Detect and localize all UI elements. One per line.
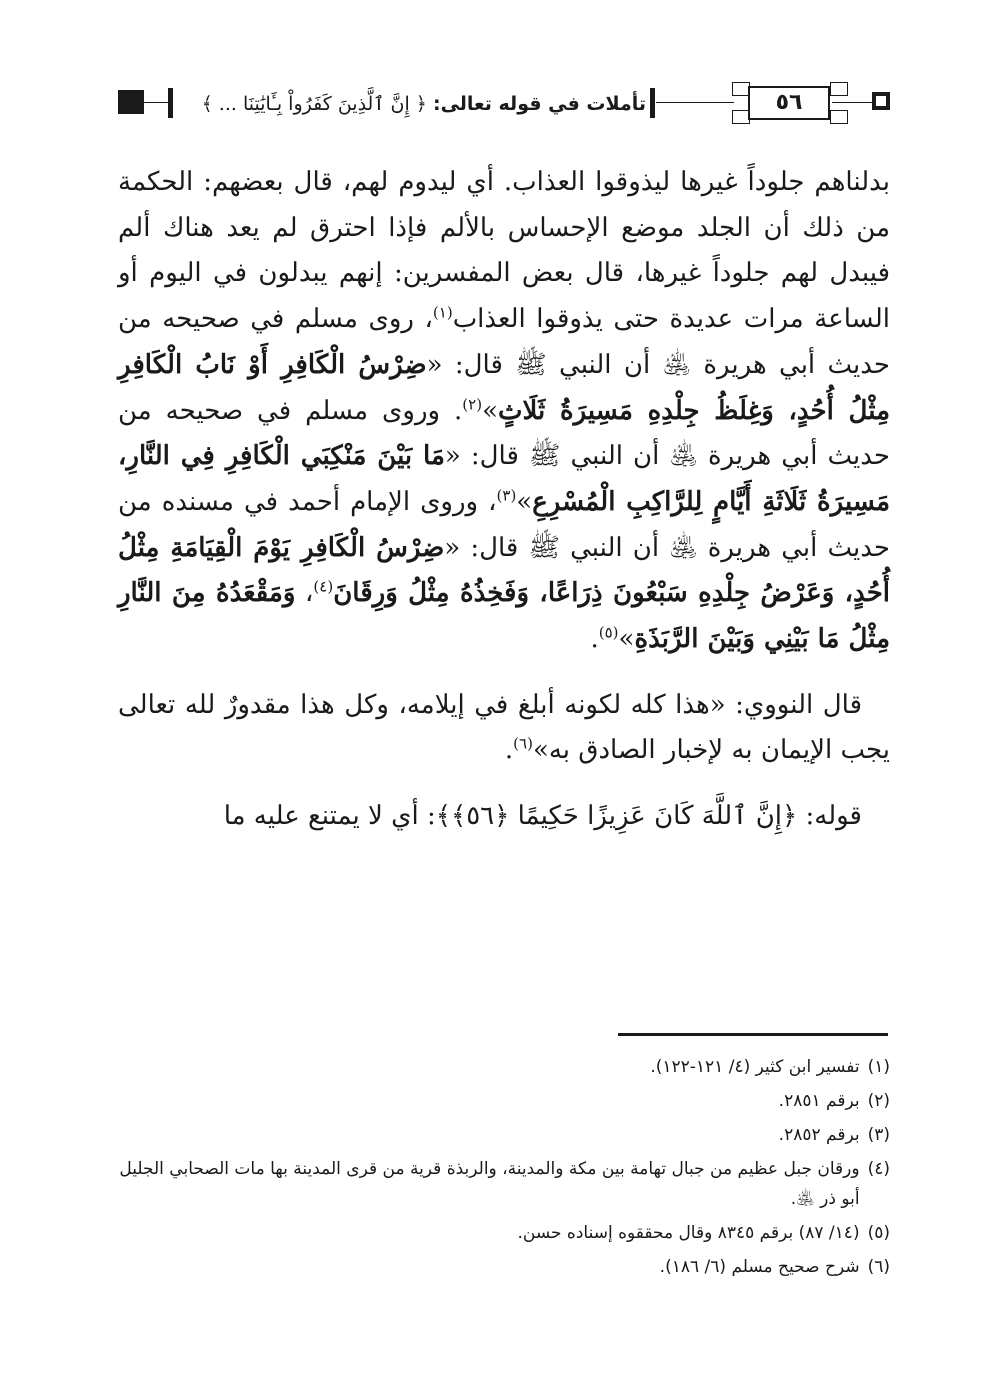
header-rule-middle <box>656 102 734 103</box>
footnote-number: (٣) <box>867 1125 890 1145</box>
footnote <box>118 1052 890 1082</box>
footnote <box>118 1120 890 1150</box>
ornament-square-left <box>118 90 144 114</box>
text-run: » <box>482 395 498 426</box>
main-text <box>118 160 890 840</box>
footnote <box>118 1252 890 1282</box>
footnote-ref: (٥) <box>598 623 619 642</box>
footnote-text: ورقان جبل عظيم من جبال تهامة بين مكة والمدينة، والربذة قرية من قرى المدينة بها مات الصحابي الجليل أبو ذر ﵁. <box>119 1159 860 1209</box>
text-run: قوله: ﴿إِنَّ ٱللَّهَ كَانَ عَزِيزًا حَكِيمًا ﴿٥٦﴾﴾: أي لا يمتنع عليه ما <box>223 801 862 832</box>
text-run: ، روى مسلم في صحيحه من حديث أبي هريرة ﵁ أن النبي ﷺ قال: « <box>118 304 891 380</box>
paragraph <box>118 683 890 774</box>
text-run: ، <box>295 578 314 609</box>
ornament-square-right <box>872 92 890 110</box>
page-number: ٥٦ <box>775 90 803 115</box>
footnote-separator <box>618 1033 888 1036</box>
footnote-ref: (٣) <box>496 486 517 505</box>
footnote-text: برقم ٢٨٥١. <box>778 1091 860 1111</box>
footnotes <box>118 1052 890 1286</box>
running-title-verse: ﴿ إِنَّ ٱلَّذِينَ كَفَرُواْ بِـَٔايَٰتِنَا ... ﴾ <box>201 93 427 115</box>
footnote-number: (٥) <box>867 1223 890 1243</box>
running-header <box>118 80 890 130</box>
footnote <box>118 1086 890 1116</box>
header-rule-left <box>144 102 168 103</box>
footnote-text: شرح صحيح مسلم (٦/ ١٨٦). <box>659 1257 860 1277</box>
footnote-text: برقم ٢٨٥٢. <box>778 1125 860 1145</box>
footnote-number: (٤) <box>867 1159 890 1179</box>
footnote-number: (١) <box>867 1057 890 1077</box>
footnote <box>118 1154 890 1214</box>
footnote-number: (٦) <box>867 1257 890 1277</box>
footnote <box>118 1218 890 1248</box>
text-run: ، وروى الإمام أحمد في مسنده من حديث أبي هريرة ﵁ أن النبي ﷺ قال: « <box>118 486 890 563</box>
text-run: » <box>516 486 533 517</box>
footnote-number: (٢) <box>867 1091 890 1111</box>
text-run: . وروى مسلم في صحيحه من حديث أبي هريرة ﵁ أن النبي ﷺ قال: « <box>118 395 891 472</box>
paragraph <box>118 160 890 663</box>
page-number-frame <box>730 82 850 124</box>
running-title-label: تأملات في قوله تعالى: <box>432 93 646 115</box>
hadith-text: مَا بَيْنَ مَنْكِبَي الْكَافِرِ فِي النَّارِ، مَسِيرَةُ ثَلَاثَةِ أَيَّامٍ لِلرَّاكِبِ الْمُسْرِعِ <box>118 441 890 517</box>
hadith-text: وَمَقْعَدُهُ مِنَ النَّارِ مِثْلُ مَا بَيْنِي وَبَيْنَ الرَّبَذَةِ <box>118 578 890 655</box>
footnote-ref: (٤) <box>313 577 334 596</box>
text-run: » <box>618 624 635 655</box>
footnote-ref: (١) <box>432 303 453 322</box>
footnote-text: تفسير ابن كثير (٤/ ١٢١-١٢٢). <box>650 1057 860 1077</box>
text-run: قال النووي: «هذا كله لكونه أبلغ في إيلامه، وكل هذا مقدورٌ لله تعالى يجب الإيمان به لإخبار الصادق به» <box>118 689 890 766</box>
paragraph <box>118 794 890 840</box>
header-bar-left <box>168 88 173 118</box>
text-run: . <box>504 735 514 766</box>
hadith-text: ضِرْسُ الْكَافِرِ أَوْ نَابُ الْكَافِرِ مِثْلُ أُحُدٍ، وَغِلَظُ جِلْدِهِ مَسِيرَةُ ثَلَاثٍ <box>118 349 891 426</box>
hadith-text: ضِرْسُ الْكَافِرِ يَوْمَ الْقِيَامَةِ مِثْلُ أُحُدٍ، وَعَرْضُ جِلْدِهِ سَبْعُونَ ذِرَاعًا، وَفَخِذُهُ مِثْلُ وَرِقَانَ <box>118 532 891 609</box>
text-run: بدلناهم جلوداً غيرها ليذوقوا العذاب. أي ليدوم لهم، قال بعضهم: الحكمة من ذلك أن الجلد موضع الإحساس بالألم فإذا احترق لم يعد هناك ألم فيبدل لهم جلوداً غيرها، قال بعض المفسرين: إنهم يبدلون في اليوم أو الساعة مرات عديدة حتى يذوقوا العذاب <box>118 167 890 335</box>
header-bar <box>650 88 655 118</box>
running-title <box>180 84 646 124</box>
footnote-ref: (٦) <box>513 734 533 753</box>
text-run: . <box>590 624 599 655</box>
footnote-text: (١٤/ ٨٧) برقم ٨٣٤٥ وقال محققوه إسناده حسن. <box>517 1223 860 1243</box>
footnote-ref: (٢) <box>462 394 483 413</box>
